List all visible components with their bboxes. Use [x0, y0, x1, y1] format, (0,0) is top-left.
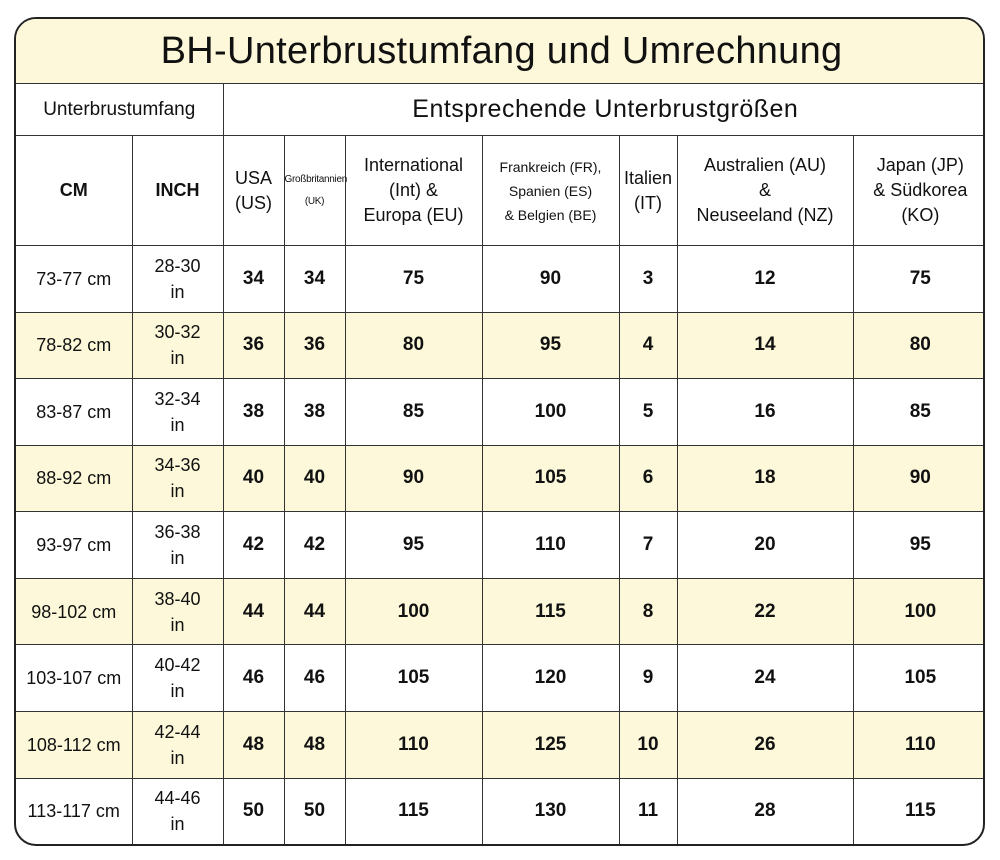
size-chart-frame — [14, 17, 985, 846]
table-cell-us: 36 — [223, 312, 284, 379]
table-cell-us: 48 — [223, 711, 284, 778]
table-cell-jp-ko: 105 — [853, 645, 985, 712]
table-cell-cm: 103-107 cm — [16, 645, 132, 712]
table-cell-int-eu: 85 — [345, 379, 482, 446]
column-header-cm — [16, 136, 132, 246]
column-header-line: Australien (AU) — [703, 155, 827, 175]
column-header-line: Italien — [623, 167, 673, 188]
column-header-line: (US) — [235, 192, 272, 213]
table-cell-us: 40 — [223, 445, 284, 512]
table-cell-fr-es-be: 130 — [482, 778, 619, 844]
table-cell-jp-ko: 80 — [853, 312, 985, 379]
table-cell-fr-es-be: 120 — [482, 645, 619, 712]
table-cell-uk: 34 — [284, 246, 345, 313]
table-cell-cm: 78-82 cm — [16, 312, 132, 379]
table-cell-uk: 40 — [284, 445, 345, 512]
table-cell-us: 38 — [223, 379, 284, 446]
table-cell-jp-ko: 95 — [853, 512, 985, 579]
table-row — [16, 512, 985, 579]
column-header-au-nz — [677, 136, 853, 246]
table-cell-it: 10 — [619, 711, 677, 778]
column-header-line: (Int) & — [388, 180, 438, 200]
table-cell-fr-es-be: 100 — [482, 379, 619, 446]
column-header-it — [619, 136, 677, 246]
table-cell-uk: 38 — [284, 379, 345, 446]
table-cell-cm: 88-92 cm — [16, 445, 132, 512]
column-header-line: (KO) — [901, 205, 940, 225]
table-row — [16, 246, 985, 313]
table-cell-jp-ko: 75 — [853, 246, 985, 313]
table-cell-inch: 38-40 in — [132, 578, 223, 645]
table-cell-int-eu: 90 — [345, 445, 482, 512]
table-cell-cm: 73-77 cm — [16, 246, 132, 313]
section-header-underbust: Unterbrustumfang — [16, 84, 223, 136]
table-cell-us: 46 — [223, 645, 284, 712]
table-cell-us: 50 — [223, 778, 284, 844]
table-cell-au-nz: 12 — [677, 246, 853, 313]
table-cell-inch: 32-34 in — [132, 379, 223, 446]
table-cell-cm: 98-102 cm — [16, 578, 132, 645]
table-cell-cm: 113-117 cm — [16, 778, 132, 844]
table-cell-it: 9 — [619, 645, 677, 712]
column-header-row — [16, 136, 985, 246]
table-cell-jp-ko: 90 — [853, 445, 985, 512]
table-cell-au-nz: 18 — [677, 445, 853, 512]
table-cell-inch: 40-42 in — [132, 645, 223, 712]
table-cell-it: 6 — [619, 445, 677, 512]
table-cell-it: 11 — [619, 778, 677, 844]
table-row — [16, 445, 985, 512]
column-header-line: (IT) — [634, 192, 662, 213]
column-header-us — [223, 136, 284, 246]
column-header-line: International — [363, 155, 464, 175]
table-title: BH-Unterbrustumfang und Umrechnung — [16, 19, 985, 84]
table-cell-au-nz: 26 — [677, 711, 853, 778]
table-cell-int-eu: 110 — [345, 711, 482, 778]
column-header-inch — [132, 136, 223, 246]
column-header-line: & Südkorea — [873, 180, 968, 200]
table-cell-inch: 44-46 in — [132, 778, 223, 844]
table-cell-jp-ko: 110 — [853, 711, 985, 778]
table-cell-uk: 46 — [284, 645, 345, 712]
column-header-uk — [284, 136, 345, 246]
table-cell-inch: 36-38 in — [132, 512, 223, 579]
table-cell-au-nz: 28 — [677, 778, 853, 844]
table-cell-au-nz: 24 — [677, 645, 853, 712]
column-header-line: Großbritannien — [284, 173, 347, 185]
table-cell-au-nz: 22 — [677, 578, 853, 645]
table-cell-jp-ko: 100 — [853, 578, 985, 645]
table-row — [16, 711, 985, 778]
table-cell-au-nz: 14 — [677, 312, 853, 379]
table-cell-uk: 42 — [284, 512, 345, 579]
table-cell-us: 42 — [223, 512, 284, 579]
table-cell-it: 4 — [619, 312, 677, 379]
table-row — [16, 645, 985, 712]
column-header-line: (UK) — [304, 195, 325, 207]
table-cell-int-eu: 100 — [345, 578, 482, 645]
table-cell-uk: 36 — [284, 312, 345, 379]
column-header-line: & — [758, 180, 771, 200]
table-cell-int-eu: 115 — [345, 778, 482, 844]
table-cell-int-eu: 75 — [345, 246, 482, 313]
table-cell-inch: 34-36 in — [132, 445, 223, 512]
column-header-line: INCH — [155, 180, 200, 200]
table-cell-fr-es-be: 95 — [482, 312, 619, 379]
column-header-line: USA — [234, 167, 272, 188]
table-cell-int-eu: 95 — [345, 512, 482, 579]
table-cell-it: 3 — [619, 246, 677, 313]
table-cell-uk: 48 — [284, 711, 345, 778]
table-cell-cm: 93-97 cm — [16, 512, 132, 579]
column-header-line: Japan (JP) — [876, 155, 964, 175]
table-row — [16, 778, 985, 844]
table-cell-fr-es-be: 105 — [482, 445, 619, 512]
column-header-line: CM — [59, 180, 88, 200]
table-cell-fr-es-be: 115 — [482, 578, 619, 645]
section-header-sizes: Entsprechende Unterbrustgrößen — [223, 84, 985, 136]
table-cell-us: 34 — [223, 246, 284, 313]
table-cell-int-eu: 80 — [345, 312, 482, 379]
column-header-line: & Belgien (BE) — [504, 206, 597, 223]
table-cell-it: 7 — [619, 512, 677, 579]
column-header-line: Neuseeland (NZ) — [696, 205, 834, 225]
table-cell-inch: 30-32 in — [132, 312, 223, 379]
table-cell-inch: 28-30 in — [132, 246, 223, 313]
table-cell-au-nz: 16 — [677, 379, 853, 446]
column-header-line: Spanien (ES) — [508, 182, 593, 199]
table-cell-fr-es-be: 110 — [482, 512, 619, 579]
table-cell-uk: 50 — [284, 778, 345, 844]
column-header-line: Europa (EU) — [363, 205, 464, 225]
table-row — [16, 379, 985, 446]
table-row — [16, 578, 985, 645]
column-header-fr-es-be — [482, 136, 619, 246]
table-cell-jp-ko: 115 — [853, 778, 985, 844]
table-cell-jp-ko: 85 — [853, 379, 985, 446]
table-cell-uk: 44 — [284, 578, 345, 645]
table-row — [16, 312, 985, 379]
table-cell-it: 5 — [619, 379, 677, 446]
table-cell-inch: 42-44 in — [132, 711, 223, 778]
column-header-jp-ko — [853, 136, 985, 246]
table-cell-fr-es-be: 90 — [482, 246, 619, 313]
column-header-line: Frankreich (FR), — [499, 158, 602, 175]
size-conversion-table — [16, 19, 985, 844]
table-cell-cm: 108-112 cm — [16, 711, 132, 778]
table-cell-fr-es-be: 125 — [482, 711, 619, 778]
table-cell-cm: 83-87 cm — [16, 379, 132, 446]
column-header-int-eu — [345, 136, 482, 246]
table-cell-int-eu: 105 — [345, 645, 482, 712]
table-cell-us: 44 — [223, 578, 284, 645]
table-cell-it: 8 — [619, 578, 677, 645]
table-cell-au-nz: 20 — [677, 512, 853, 579]
